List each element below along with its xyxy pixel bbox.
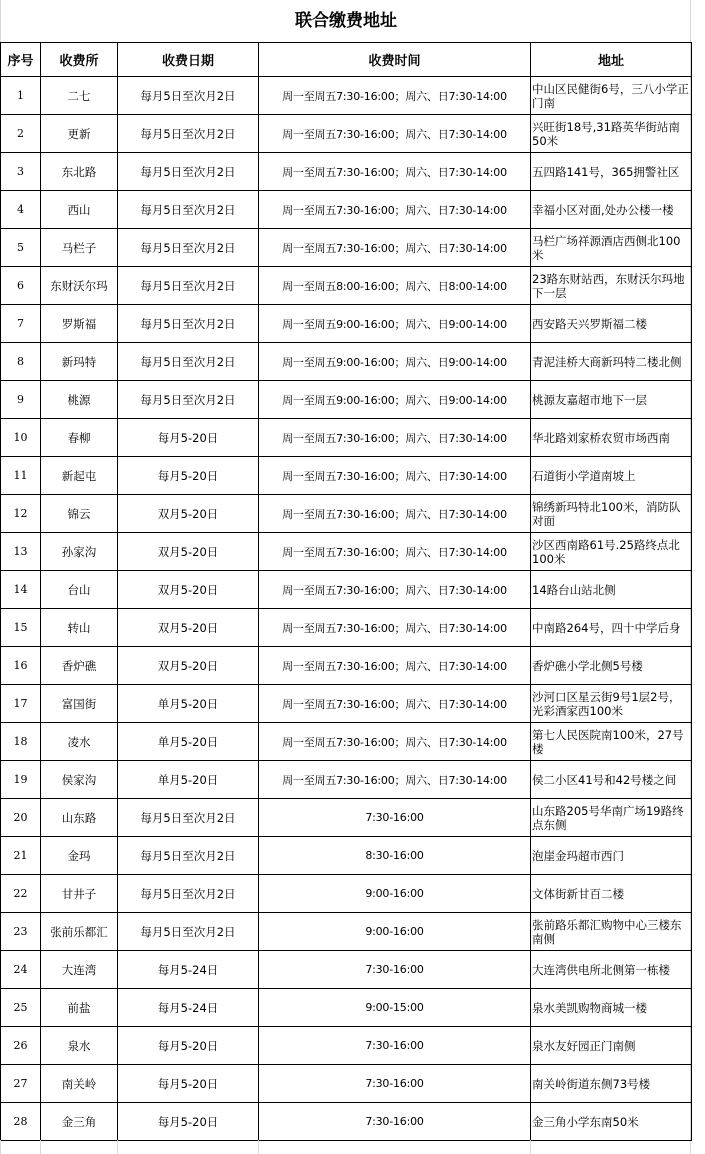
header-date[interactable]: 收费日期 [118, 43, 259, 77]
cell-time[interactable]: 周一至周五7:30-16:00；周六、日7:30-14:00 [259, 495, 531, 533]
table-row [1, 457, 692, 495]
cell-office[interactable]: 大连湾 [41, 951, 118, 989]
cell-date[interactable]: 双月5-20日 [118, 609, 259, 647]
cell-time[interactable]: 周一至周五7:30-16:00；周六、日7:30-14:00 [259, 457, 531, 495]
cell-no[interactable]: 25 [1, 989, 41, 1027]
cell-no[interactable]: 20 [1, 799, 41, 837]
table-body [1, 77, 692, 1141]
cell-time[interactable]: 周一至周五7:30-16:00；周六、日7:30-14:00 [259, 77, 531, 115]
cell-date[interactable]: 每月5日至次月2日 [118, 153, 259, 191]
cell-date[interactable]: 每月5日至次月2日 [118, 115, 259, 153]
cell-address[interactable]: 中山区民健街6号，三八小学正门南 [531, 77, 692, 115]
cell-no[interactable]: 24 [1, 951, 41, 989]
cell-date[interactable]: 每月5-20日 [118, 419, 259, 457]
cell-time[interactable]: 8:30-16:00 [259, 837, 531, 875]
cell-date[interactable]: 每月5-20日 [118, 1065, 259, 1103]
table-row [1, 609, 692, 647]
cell-date[interactable]: 每月5日至次月2日 [118, 343, 259, 381]
table-row [1, 685, 692, 723]
empty-row-stub [0, 1140, 690, 1154]
cell-address[interactable]: 第七人民医院南100米，27号楼 [531, 723, 692, 761]
cell-office[interactable]: 前盐 [41, 989, 118, 1027]
cell-no[interactable]: 28 [1, 1103, 41, 1141]
cell-date[interactable]: 每月5-20日 [118, 1027, 259, 1065]
cell-date[interactable]: 每月5日至次月2日 [118, 381, 259, 419]
cell-address[interactable]: 兴旺街18号,31路英华街站南50米 [531, 115, 692, 153]
cell-address[interactable]: 马栏广场祥源酒店西侧北100米 [531, 229, 692, 267]
cell-date[interactable]: 单月5-20日 [118, 685, 259, 723]
cell-no[interactable]: 17 [1, 685, 41, 723]
table-row [1, 77, 692, 115]
cell-address[interactable]: 五四路141号，365拥警社区 [531, 153, 692, 191]
cell-date[interactable]: 每月5-20日 [118, 457, 259, 495]
cell-date[interactable]: 每月5日至次月2日 [118, 77, 259, 115]
cell-no[interactable]: 15 [1, 609, 41, 647]
cell-address[interactable]: 桃源友嘉超市地下一层 [531, 381, 692, 419]
cell-office[interactable]: 金玛 [41, 837, 118, 875]
cell-no[interactable]: 14 [1, 571, 41, 609]
cell-time[interactable]: 周一至周五9:00-16:00；周六、日9:00-14:00 [259, 305, 531, 343]
table-row [1, 419, 692, 457]
table-row [1, 913, 692, 951]
sheet-title: 联合缴费地址 [0, 0, 691, 42]
cell-no[interactable]: 13 [1, 533, 41, 571]
table-row [1, 799, 692, 837]
cell-no[interactable]: 19 [1, 761, 41, 799]
cell-no[interactable]: 9 [1, 381, 41, 419]
cell-office[interactable]: 罗斯福 [41, 305, 118, 343]
cell-no[interactable]: 21 [1, 837, 41, 875]
cell-no[interactable]: 18 [1, 723, 41, 761]
cell-address[interactable]: 西安路天兴罗斯福二楼 [531, 305, 692, 343]
cell-no[interactable]: 27 [1, 1065, 41, 1103]
cell-office[interactable]: 凌水 [41, 723, 118, 761]
cell-office[interactable]: 甘井子 [41, 875, 118, 913]
cell-no[interactable]: 3 [1, 153, 41, 191]
cell-office[interactable]: 新玛特 [41, 343, 118, 381]
cell-date[interactable]: 每月5-20日 [118, 1103, 259, 1141]
cell-address[interactable]: 泉水友好园正门南侧 [531, 1027, 692, 1065]
cell-time[interactable]: 周一至周五9:00-16:00；周六、日9:00-14:00 [259, 343, 531, 381]
cell-time[interactable]: 7:30-16:00 [259, 951, 531, 989]
cell-address[interactable]: 石道街小学道南坡上 [531, 457, 692, 495]
cell-time[interactable]: 9:00-16:00 [259, 913, 531, 951]
cell-date[interactable]: 每月5日至次月2日 [118, 875, 259, 913]
cell-date[interactable]: 每月5日至次月2日 [118, 913, 259, 951]
cell-no[interactable]: 12 [1, 495, 41, 533]
cell-office[interactable]: 东北路 [41, 153, 118, 191]
cell-office[interactable]: 二七 [41, 77, 118, 115]
table-row [1, 837, 692, 875]
table-row [1, 343, 692, 381]
table-row [1, 533, 692, 571]
cell-time[interactable]: 周一至周五7:30-16:00；周六、日7:30-14:00 [259, 647, 531, 685]
cell-office[interactable]: 南关岭 [41, 1065, 118, 1103]
cell-office[interactable]: 泉水 [41, 1027, 118, 1065]
cell-address[interactable]: 23路东财站西，东财沃尔玛地下一层 [531, 267, 692, 305]
table-row [1, 1103, 692, 1141]
cell-address[interactable]: 金三角小学东南50米 [531, 1103, 692, 1141]
cell-office[interactable]: 锦云 [41, 495, 118, 533]
table-row [1, 647, 692, 685]
cell-address[interactable]: 泉水美凯购物商城一楼 [531, 989, 692, 1027]
cell-office[interactable]: 新起屯 [41, 457, 118, 495]
table-row [1, 951, 692, 989]
cell-office[interactable]: 桃源 [41, 381, 118, 419]
cell-office[interactable]: 转山 [41, 609, 118, 647]
cell-no[interactable]: 22 [1, 875, 41, 913]
cell-no[interactable]: 2 [1, 115, 41, 153]
cell-time[interactable]: 7:30-16:00 [259, 799, 531, 837]
header-no[interactable]: 序号 [1, 43, 41, 77]
table-row [1, 267, 692, 305]
table-row [1, 381, 692, 419]
cell-office[interactable]: 香炉礁 [41, 647, 118, 685]
cell-time[interactable]: 9:00-16:00 [259, 875, 531, 913]
cell-date[interactable]: 每月5-24日 [118, 951, 259, 989]
cell-date[interactable]: 双月5-20日 [118, 647, 259, 685]
cell-no[interactable]: 1 [1, 77, 41, 115]
cell-date[interactable]: 每月5日至次月2日 [118, 191, 259, 229]
cell-address[interactable]: 泡崖金玛超市西门 [531, 837, 692, 875]
cell-time[interactable]: 周一至周五8:00-16:00；周六、日8:00-14:00 [259, 267, 531, 305]
header-row [1, 43, 692, 77]
cell-time[interactable]: 周一至周五7:30-16:00；周六、日7:30-14:00 [259, 609, 531, 647]
cell-time[interactable]: 周一至周五7:30-16:00；周六、日7:30-14:00 [259, 723, 531, 761]
cell-no[interactable]: 7 [1, 305, 41, 343]
cell-date[interactable]: 每月5日至次月2日 [118, 267, 259, 305]
cell-address[interactable]: 沙河口区星云街9号1层2号，光彩酒家西100米 [531, 685, 692, 723]
cell-time[interactable]: 周一至周五7:30-16:00；周六、日7:30-14:00 [259, 761, 531, 799]
cell-address[interactable]: 侯二小区41号和42号楼之间 [531, 761, 692, 799]
cell-time[interactable]: 周一至周五7:30-16:00；周六、日7:30-14:00 [259, 533, 531, 571]
cell-no[interactable]: 5 [1, 229, 41, 267]
cell-date[interactable]: 单月5-20日 [118, 723, 259, 761]
cell-address[interactable]: 锦绣新玛特北100米，消防队对面 [531, 495, 692, 533]
payment-address-table [0, 42, 692, 1141]
cell-office[interactable]: 张前乐都汇 [41, 913, 118, 951]
cell-address[interactable]: 大连湾供电所北侧第一栋楼 [531, 951, 692, 989]
cell-address[interactable]: 南关岭街道东侧73号楼 [531, 1065, 692, 1103]
cell-date[interactable]: 双月5-20日 [118, 571, 259, 609]
cell-address[interactable]: 青泥洼桥大商新玛特二楼北侧 [531, 343, 692, 381]
cell-date[interactable]: 每月5日至次月2日 [118, 799, 259, 837]
cell-time[interactable]: 7:30-16:00 [259, 1027, 531, 1065]
cell-office[interactable]: 山东路 [41, 799, 118, 837]
cell-address[interactable]: 华北路刘家桥农贸市场西南 [531, 419, 692, 457]
cell-date[interactable]: 每月5日至次月2日 [118, 229, 259, 267]
header-time[interactable]: 收费时间 [259, 43, 531, 77]
cell-time[interactable]: 周一至周五7:30-16:00；周六、日7:30-14:00 [259, 229, 531, 267]
cell-address[interactable]: 沙区西南路61号.25路终点北100米 [531, 533, 692, 571]
cell-office[interactable]: 台山 [41, 571, 118, 609]
table-row [1, 191, 692, 229]
cell-office[interactable]: 西山 [41, 191, 118, 229]
cell-office[interactable]: 孙家沟 [41, 533, 118, 571]
cell-time[interactable]: 7:30-16:00 [259, 1103, 531, 1141]
cell-time[interactable]: 9:00-15:00 [259, 989, 531, 1027]
table-row [1, 115, 692, 153]
table-row [1, 305, 692, 343]
cell-time[interactable]: 周一至周五7:30-16:00；周六、日7:30-14:00 [259, 571, 531, 609]
cell-time[interactable]: 周一至周五7:30-16:00；周六、日7:30-14:00 [259, 153, 531, 191]
header-address[interactable]: 地址 [531, 43, 692, 77]
table-row [1, 875, 692, 913]
cell-address[interactable]: 香炉礁小学北侧5号楼 [531, 647, 692, 685]
cell-date[interactable]: 双月5-20日 [118, 533, 259, 571]
table-row [1, 571, 692, 609]
table-row [1, 1027, 692, 1065]
cell-time[interactable]: 周一至周五7:30-16:00；周六、日7:30-14:00 [259, 191, 531, 229]
cell-time[interactable]: 周一至周五7:30-16:00；周六、日7:30-14:00 [259, 419, 531, 457]
table-row [1, 723, 692, 761]
cell-office[interactable]: 更新 [41, 115, 118, 153]
cell-address[interactable]: 张前路乐都汇购物中心三楼东南侧 [531, 913, 692, 951]
cell-date[interactable]: 每月5日至次月2日 [118, 305, 259, 343]
cell-office[interactable]: 马栏子 [41, 229, 118, 267]
cell-time[interactable]: 周一至周五9:00-16:00；周六、日9:00-14:00 [259, 381, 531, 419]
table-row [1, 761, 692, 799]
cell-no[interactable]: 23 [1, 913, 41, 951]
cell-address[interactable]: 14路台山站北侧 [531, 571, 692, 609]
cell-office[interactable]: 富国街 [41, 685, 118, 723]
cell-time[interactable]: 周一至周五7:30-16:00；周六、日7:30-14:00 [259, 115, 531, 153]
table-row [1, 153, 692, 191]
cell-date[interactable]: 每月5日至次月2日 [118, 837, 259, 875]
table-row [1, 989, 692, 1027]
cell-date[interactable]: 每月5-24日 [118, 989, 259, 1027]
cell-no[interactable]: 4 [1, 191, 41, 229]
cell-no[interactable]: 6 [1, 267, 41, 305]
cell-time[interactable]: 7:30-16:00 [259, 1065, 531, 1103]
cell-address[interactable]: 幸福小区对面,处办公楼一楼 [531, 191, 692, 229]
cell-date[interactable]: 双月5-20日 [118, 495, 259, 533]
cell-no[interactable]: 26 [1, 1027, 41, 1065]
cell-office[interactable]: 东财沃尔玛 [41, 267, 118, 305]
table-row [1, 495, 692, 533]
cell-date[interactable]: 单月5-20日 [118, 761, 259, 799]
cell-address[interactable]: 文体街新甘百二楼 [531, 875, 692, 913]
cell-address[interactable]: 山东路205号华南广场19路终点东侧 [531, 799, 692, 837]
cell-no[interactable]: 10 [1, 419, 41, 457]
cell-office[interactable]: 金三角 [41, 1103, 118, 1141]
cell-office[interactable]: 春柳 [41, 419, 118, 457]
cell-no[interactable]: 8 [1, 343, 41, 381]
cell-time[interactable]: 周一至周五7:30-16:00；周六、日7:30-14:00 [259, 685, 531, 723]
cell-no[interactable]: 11 [1, 457, 41, 495]
header-office[interactable]: 收费所 [41, 43, 118, 77]
table-row [1, 1065, 692, 1103]
cell-office[interactable]: 侯家沟 [41, 761, 118, 799]
cell-no[interactable]: 16 [1, 647, 41, 685]
table-row [1, 229, 692, 267]
cell-address[interactable]: 中南路264号，四十中学后身 [531, 609, 692, 647]
